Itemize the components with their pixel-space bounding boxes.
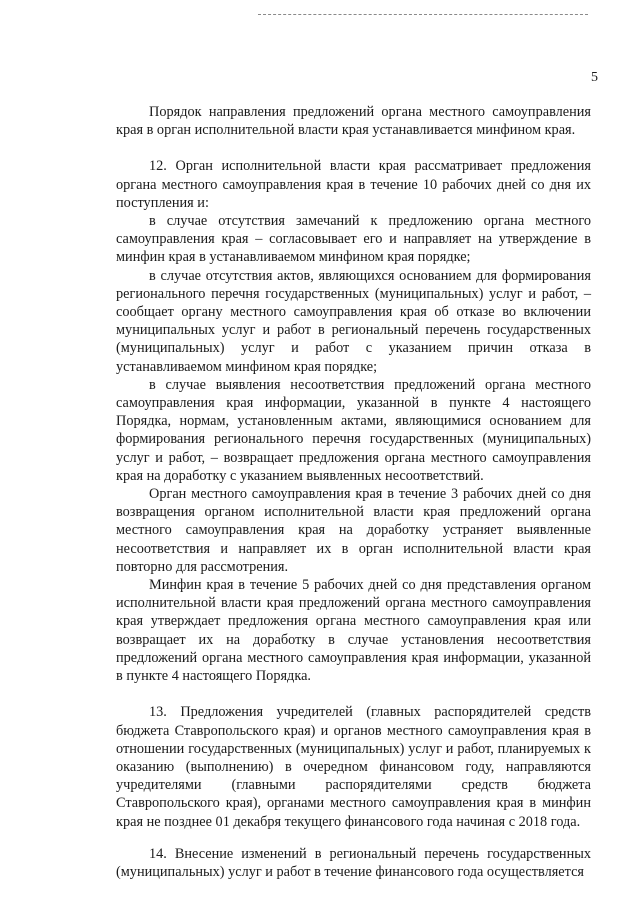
paragraph-item-12-case-1: в случае отсутствия замечаний к предложению органа местного самоуправления края – согласовывает его и направляет на утверждение в минфин края в устанавливаемом минфином края порядке; [116,213,591,266]
paragraph-item-12-rework: Орган местного самоуправления края в течение 3 рабочих дней со дня возвращения органом исполнительной власти края предложений органа местного самоуправления края на доработку устраняет выявленные несоответствия и направляет их в орган исполнительной власти края повторно для рассмотрения. [116,486,591,575]
page-number: 5 [591,70,598,85]
paragraph-item-12-case-3: в случае выявления несоответствия предложений органа местного самоуправления края информации, указанной в пункте 4 настоящего Порядка, нормам, установленным актами, являющимися основанием для формирования регионального перечня государственных (муниципальных) услуг и работ, – возвращает предложения органа местного самоуправления края на доработку с указанием выявленных несоответствий. [116,376,591,484]
document-body [116,103,591,881]
paragraph-item-12-minfin: Минфин края в течение 5 рабочих дней со дня представления органом исполнительной власти края предложений органа местного самоуправления края утверждает предложения органа местного самоуправления края или возвращает их на доработку в случае установления несоответствия предложений органа местного самоуправления края информации, указанной в пункте 4 настоящего Порядка. [116,577,591,685]
paragraph-procedure: Порядок направления предложений органа местного самоуправления края в орган исполнительной власти края устанавливается минфином края. [116,104,591,139]
paragraph-item-14: 14. Внесение изменений в региональный перечень государственных (муниципальных) услуг и работ в течение финансового года осуществляется [116,845,591,880]
paragraph-item-12-case-2: в случае отсутствия актов, являющихся основанием для формирования регионального перечня государственных (муниципальных) услуг и работ, – сообщает органу местного самоуправления края об отказе во включении муниципальных услуг и работ в региональный перечень государственных (муниципальных) услуг и работ с указанием причин отказа в устанавливаемом минфином края порядке; [116,267,591,375]
scan-artifact-line [258,14,588,15]
paragraph-item-12: 12. Орган исполнительной власти края рассматривает предложения органа местного самоуправления края в течение 10 рабочих дней со дня их поступления и: [116,158,591,211]
paragraph-item-13: 13. Предложения учредителей (главных распорядителей средств бюджета Ставропольского края) и органов местного самоуправления края в отношении государственных (муниципальных) услуг и работ, планируемых к оказанию (выполнению) в очередном финансовом году, направляются учредителями (главными распорядителями средств бюджета Ставропольского края), органами местного самоуправления края в минфин края не позднее 01 декабря текущего финансового года начиная с 2018 года. [116,704,591,830]
